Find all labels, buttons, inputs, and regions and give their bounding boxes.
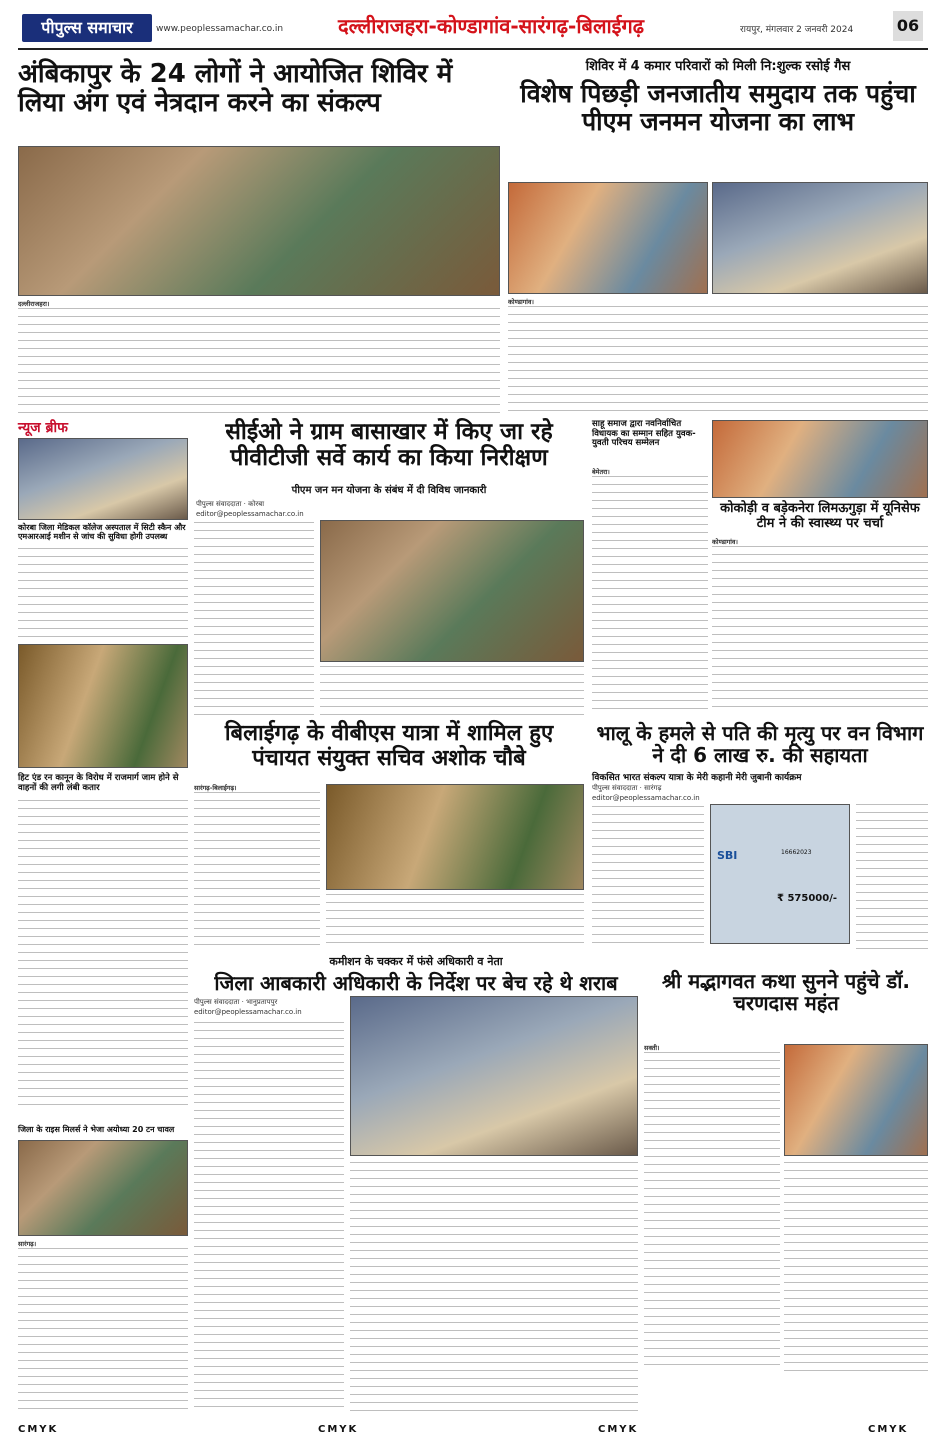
article-body-col1 [592, 806, 704, 950]
brief-headline-1: कोरबा जिला मेडिकल कॉलेज अस्पताल में सिटी स्कैन और एमआरआई मशीन से जांच की सुविधा होगी उपलब्ध [18, 523, 186, 541]
byline-place: सारंगढ़ [644, 784, 662, 792]
byline: पीपुल्स संवाददाता · भानुप्रतापपुर [194, 998, 278, 1006]
website-url[interactable]: www.peoplessamachar.co.in [156, 24, 284, 34]
article-photo [326, 784, 584, 890]
headline: कोकोड़ी व बड़ेकनेरा लिमऊगुड़ा में यूनिसेफ टीम ने की स्वास्थ्य पर चर्चा [720, 501, 920, 531]
dateline: बेमेतरा। [592, 468, 610, 476]
masthead [0, 0, 945, 56]
byline-place: भानुप्रतापपुर [246, 998, 278, 1006]
article-photo [18, 146, 500, 296]
dateline: सारंगढ़-बिलाईगढ़। [194, 784, 237, 792]
edition-title: दल्लीराजहरा-कोण्डागांव-सारंगढ़-बिलाईगढ़ [338, 14, 645, 38]
article-body-col2 [856, 804, 928, 950]
byline: पीपुल्स संवाददाता · कोरबा [196, 500, 265, 508]
brief-body-1 [18, 548, 188, 640]
dateline: सक्ती। [644, 1044, 660, 1052]
article-liquor [194, 956, 638, 1414]
cmyk-mark-4: CMYK [868, 1424, 909, 1435]
article-body-col1 [194, 784, 320, 950]
article-bhagwat-katha [644, 956, 928, 1414]
article-photo-2 [712, 182, 928, 294]
article-body-col1 [194, 522, 314, 716]
article-bear-attack [592, 720, 928, 950]
article-body [712, 538, 928, 716]
article-body-col2 [350, 1162, 638, 1414]
brief-headline-2: हिट एंड रन कानून के विरोध में राजमार्ग जाम होने से वाहनों की लगी लंबी कतार [18, 773, 179, 793]
headline: जिला आबकारी अधिकारी के निर्देश पर बेच रहे थे शराब [214, 971, 618, 995]
article-photo [350, 996, 638, 1156]
bank-logo: SBI [717, 849, 738, 862]
article-body [18, 300, 500, 418]
article-body [592, 468, 708, 716]
headline: सीईओ ने ग्राम बासाखार में किए जा रहे पीवीटीजी सर्वे कार्य का किया निरीक्षण [225, 419, 553, 471]
headline: अंबिकापुर के 24 लोगों ने आयोजित शिविर में लिया अंग एवं नेत्रदान करने का संकल्प [18, 59, 453, 119]
byline-author: पीपुल्स संवाददाता [194, 998, 240, 1006]
article-body [508, 298, 928, 418]
subhead: विकसित भारत संकल्प यात्रा के मेरी कहानी मेरी जुबानी कार्यक्रम [592, 773, 802, 783]
byline-author: पीपुल्स संवाददाता [196, 500, 242, 508]
article-body-col2 [320, 666, 584, 716]
article-pm-janman [508, 58, 928, 418]
byline-place: कोरबा [248, 500, 265, 508]
article-photo [320, 520, 584, 662]
masthead-rule [18, 48, 928, 50]
cmyk-mark-2: CMYK [318, 1424, 359, 1435]
article-body [18, 1240, 188, 1414]
cheque-amount: ₹ 575000/- [777, 893, 837, 904]
brief-photo-1 [18, 438, 188, 520]
dateline: दल्लीराजहरा। [18, 300, 50, 308]
kicker: शिविर में 4 कमार परिवारों को मिली नि:शुल्क रसोई गैस [585, 59, 851, 74]
article-organ-donation [18, 58, 503, 418]
cheque-number: 16662023 [781, 849, 812, 856]
headline: भालू के हमले से पति की मृत्यु पर वन विभाग ने दी 6 लाख रु. की सहायता [596, 721, 924, 768]
newspaper-logo: पीपुल्स समाचार [22, 14, 152, 42]
article-body-col1 [644, 1044, 780, 1374]
article-photo-1 [508, 182, 708, 294]
dateline: कोण्डागांव। [508, 298, 534, 306]
byline: पीपुल्स संवाददाता · सारंगढ़ [592, 784, 662, 792]
article-photo [784, 1044, 928, 1156]
footer-registration-marks [18, 1422, 928, 1440]
article-sahu-samaj [592, 420, 708, 716]
headline: बिलाईगढ़ के वीबीएस यात्रा में शामिल हुए पंचायत संयुक्त सचिव अशोक चौबे [224, 721, 554, 771]
headline: श्री मद्भागवत कथा सुनने पहुंचे डॉ. चरणदास महंत [661, 969, 911, 1016]
article-vbs-yatra [194, 720, 584, 950]
kicker: कमीशन के चक्कर में फंसे अधिकारी व नेता [329, 955, 503, 968]
headline: जिला के राइस मिलर्स ने भेजा अयोध्या 20 टन चावल [18, 1125, 175, 1134]
article-photo [18, 1140, 188, 1236]
article-body-col2 [326, 894, 584, 950]
news-brief-column [18, 418, 188, 1118]
article-photo [712, 420, 928, 498]
byline-email[interactable]: editor@peoplessamachar.co.in [196, 510, 304, 518]
byline-email[interactable]: editor@peoplessamachar.co.in [194, 1008, 302, 1016]
article-ceo-inspection [194, 420, 584, 716]
dateline: कोण्डागांव। [712, 538, 738, 546]
cmyk-mark-1: CMYK [18, 1424, 59, 1435]
issue-date: रायपुर, मंगलवार 2 जनवरी 2024 [740, 25, 854, 35]
cheque-photo [710, 804, 850, 944]
headline: विशेष पिछड़ी जनजातीय समुदाय तक पहुंचा पीएम जनमन योजना का लाभ [520, 79, 916, 136]
dateline: सारंगढ़। [18, 1240, 37, 1248]
byline-email[interactable]: editor@peoplessamachar.co.in [592, 794, 700, 802]
article-rice-millers [18, 1126, 188, 1414]
byline-author: पीपुल्स संवाददाता [592, 784, 638, 792]
cmyk-mark-3: CMYK [598, 1424, 639, 1435]
article-body-col1 [194, 1022, 344, 1414]
headline: साहू समाज द्वारा नवनिर्वाचित विधायक का सम्मान सहित युवक-युवती परिचय सम्मेलन [592, 419, 696, 449]
article-unicef [712, 420, 928, 716]
subhead: पीएम जन मन योजना के संबंध में दी विविध जानकारी [291, 485, 487, 496]
article-body-col2 [784, 1162, 928, 1374]
brief-photo-2 [18, 644, 188, 768]
page-number: 06 [893, 11, 923, 41]
brief-body-2 [18, 800, 188, 1110]
news-brief-label: न्यूज ब्रीफ [18, 420, 68, 436]
